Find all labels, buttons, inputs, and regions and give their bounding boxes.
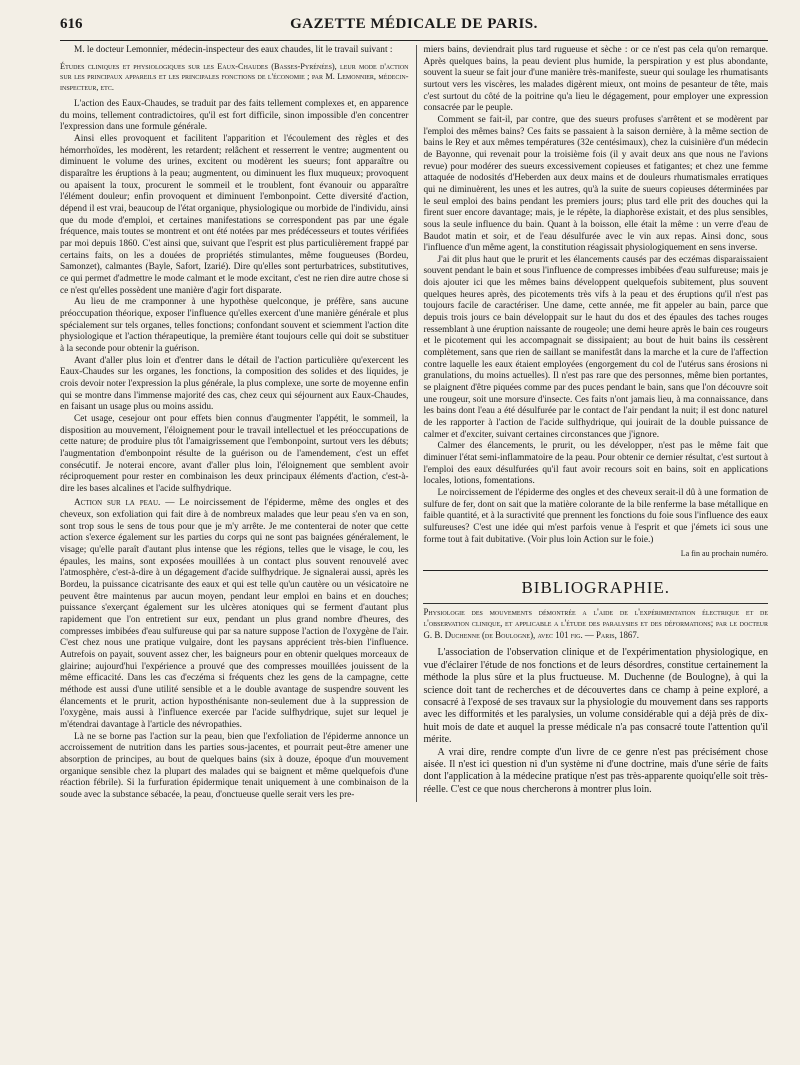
paragraph: A vrai dire, rendre compte d'un livre de ce genre n'est pas précisément chose aisée. Il n'est ici question ni d'un système ni d'une doctrine, mais d'une série de faits dont l'application à la médecine pratique n'est pas très-apparente quoiqu'elle soit très-réelle. C'est ce que nous chercherons à montrer plus loin. — [423, 746, 768, 795]
paragraph: miers bains, deviendrait plus tard rugueuse et sèche : or ce n'est pas cela qu'on remarque. Après quelques bains, la peau devient plus humide, la perspiration y est plus abondante, souvent la sueur se fait jour d'une manière très-manifeste, sueur qui soulage les rhumatisants surtout vers les viscères, les malades digèrent mieux, ont moins de pesanteur de tête, mais c'est surtout du côté de la poitrine qu'a lieu le dégagement, pour employer une expression consacrée par le peuple. — [423, 45, 768, 114]
paragraph: Cet usage, cesejour ont pour effets bien connus d'augmenter l'appétit, le sommeil, la disposition au mouvement, l'éloignement pour le travail intellectuel et les préoccupations de cette nature; de produire plus tôt l'amaigrissement que l'embonpoint, surtout vers les débuts; l'augmentation d'embonpoint résulte de la guérison ou de l'amendement, c'est un effet consécutif. Je noterai encore, avant d'aller plus loin, l'éloignement que semblent avoir réciproquement pour rester en combinaison les deux principaux éléments d'action, c'est-à-dire les bases alcalines et l'acide sulfhydrique. — [60, 413, 409, 494]
paragraph: L'action des Eaux-Chaudes, se traduit par des faits tellement complexes et, en apparence du moins, tellement contradictoires, qu'il est fort difficile, sinon impossible d'en concentrer l'expression dans une formule générale. — [60, 99, 409, 133]
intro-paragraph: M. le docteur Lemonnier, médecin-inspecteur des eaux chaudes, lit le travail suivant : — [74, 45, 393, 55]
section-paragraph — [60, 498, 408, 731]
paragraph: Calmer des élancements, le prurit, ou les développer, n'est pas le même fait que diminuer l'état semi-inflammatoire de la peau. Pour obtenir ce dernier résultat, c'est surtout à l'emploi des eaux désulfurées qu'il faut avoir recours soit en bains, soit en applications locales, lotions, fomentations. — [423, 441, 768, 487]
paragraph: Le noircissement de l'épiderme des ongles et des cheveux serait-il dû à une formation de sulfure de fer, dont on sait que la matière colorante de la bile renferme la base métallique en faible quantité, et à la suractivité que prennent les fonctions du foie sous l'influence des eaux sulfureuses? C'est une idée qui m'est parfois venue à l'esprit et que j'émets ici sous une forme tout à fait dubitative. (Voir plus loin Action sur le foie.) — [423, 487, 768, 545]
paragraph: Là ne se borne pas l'action sur la peau, bien que l'exfoliation de l'épiderme annonce un accroissement de nutrition dans les parties sous-jacentes, et pourrait peut-être amener une absorption de principes, au bout de quelques bains (six à douze, époque d'un mouvement organique sensible chez la plupart des malades qui se baignent et même quelquefois d'une réaction fébrile). Si la furfuration épidermique tenait uniquement à une combinaison de la soude avec la substance sébacée, la peau, d'onctueuse quelle serait vers les pre- — [60, 731, 409, 800]
right-column — [416, 45, 768, 802]
left-column — [60, 45, 408, 802]
paragraph-text: — Le noircissement de l'épiderme, même des ongles et des cheveux, son exfoliation qui fait dire à de nombreux malades que leur peau s'en va en son, sont trop sous le sens de tous pour que je m'y arrête. Je me contenterai de noter que cette action s'exerce également sur les parties du corps qui ne sont pas baignées généralement, le visage; qu'elle paraît d'autant plus intense que les régions, telles que le visage, le cou, les épaules, les mains, sont exposées mouillées à un contact plus souvent renouvelé avec l'atmosphère, c'est-à-dire à un dégagement d'acide sulfhydrique. Je signalerai aussi, après les Bordeu, la puissance cicatrisante des eaux et qui est telle qu'un cautère ou un vésicatoire ne peuvent être maintenus par aucun moyen, pendant leur emploi en bains et en douches; puissance s'exerçant également sur les ulcères atoniques qui se ferment d'autant plus rapidement que l'on entretient sur eux, pendant un plus grand nombre d'heures, des compresses imbibées d'eau sulfureuse qui par sa nature suppose l'action de l'oxygène de l'air. C'est chez nous une pratique vulgaire, dont les paysans apprécient très-bien l'influence. Autrefois on payait, souvent assez cher, les baigneurs pour en obtenir quelques morceaux de glairine; aujourd'hui l'expérience a prouvé que des compresses mouillées jouissent de la même efficacité. Dans les cas d'eczéma si fréquents chez les gens de la campagne, cette méthode est aussi d'une utilité sensible et a le double avantage de suspendre souvent les élancements et le prurit, action hyposthénisante non-seulement due à la suppression de l'oxygène, mais aussi à l'influence exercée par l'acide sulfhydrique, sujet sur lequel je m'étendrai davantage à l'article des névropathies. — [60, 498, 409, 730]
paragraph: Au lieu de me cramponner à une hypothèse quelconque, je préfère, sans aucune préoccupation théorique, exposer l'influence qu'elles exercent d'une manière générale et plus spécialement sur tels organes, telles fonctions; confondant souvent et sciemment l'action dite physiologique et l'action thérapeutique, la première étant toujours celle qui doit se substituer à la seconde pour obtenir la guérison. — [60, 297, 409, 354]
paragraph: L'association de l'observation clinique et de l'expérimentation physiologique, en vue d'éclairer l'étude de nos fonctions et de leurs désordres, constitue certainement la méthode la plus sûre et la plus fructueuse. M. Duchenne (de Boulogne), à qui la science doit tant de recherches et de découvertes dans ce champ à peine exploré, a consacré à l'exposé de ses travaux sur la physiologie du mouvement dans ses rapports avec les difformités et les paralysies, un volume considérable qui a déjà près de dix-huit mois de date et auquel la presse médicale n'a pas consacré toute l'attention qu'il mérite. — [423, 647, 768, 746]
page-number: 616 — [60, 16, 83, 32]
paragraph: Comment se fait-il, par contre, que des sueurs profuses s'arrêtent et se modèrent par l'emploi des mêmes bains? Ces faits se passaient à la saison dernière, à la même section de bains le Rey et aux mêmes températures (32e centésimaux), chez la cuisinière d'un médecin de Bayonne, qui revenait pour la troisième fois (il y avait deux ans que nous ne l'avions revue) pour modérer des sueurs excessivement copieuses et fatigantes; et chez une femme attaquée de nodosités d'Heberden aux deux mains et de douleurs rhumatismales erratiques qui ne diminuèrent, les unes et les autres, qu'à la suite de sueurs copieuses déterminées par le seul emploi des bains pendant les premiers jours; plus tard elle prit des douches qui la firent suer encore davantage; mais, je le répète, la diaphorèse existait, et des plus sensibles, sous la seule influence du bain. Quant à la boisson, elle était la même : un verre d'eau de Baudot matin et soir, et de l'eau désulfurée avec le vin aux repas. Ainsi donc, sous l'influence d'un même agent, la constitution réagissait physiologiquement en sens inverse. — [423, 114, 768, 254]
running-title: GAZETTE MÉDICALE DE PARIS. — [290, 16, 538, 32]
section-heading-skin: Action sur la peau. — [74, 498, 161, 509]
bibliography-entry: Physiologie des mouvements démontrée a l'aide de l'expérimentation électrique et de l'observation clinique, et applicable a l'étude des paralysies et des déformations; par le docteur G. B. Duchenne (de Boulogne), avec 101 fig. — Paris, 1867. — [423, 606, 768, 640]
page-header — [60, 14, 768, 41]
paragraph: J'ai dit plus haut que le prurit et les élancements causés par des eczémas disparaissaient souvent pendant le bain et sous l'influence de compresses imbibées d'eau sulfureuse; mais je dois ajouter ici que les mêmes bains développent quelquefois subitement, plus souvent quelques heures après, des picotements très vifs à la peau et des éruptions qu'il n'est pas toujours facile de caractériser. Une dame, cette année, me fit appeler au bain, parce que depuis trois jours ce bain développait sur le haut du dos et des épaules des taches rouges ressemblant à une éruption naissante de rougeole; une demi heure après le bain ces rougeurs et le picotement qui les accompagnait se dissipaient; au bout de huit bains ils cessèrent complètement, sans que rien de saillant se manifestât dans la marche et la cure de l'affection contre laquelle les eaux étaient employées (engorgement du col de l'utérus sans érosions ni granulations, du moins actuelles). Il n'est pas rare que des personnes, même bien portantes, se plaignent d'être piquées comme par des puces pendant le bain, sans que l'on découvre soit une rougeur, soit une morsure d'insecte. Ces faits n'ont jamais lieu, à ma connaissance, dans les bains dont l'eau a été désulfurée par le contact de l'air pendant la nuit; il est donc naturel de les rapporter à l'action de l'acide sulfhydrique, qui jouirait de la double puissance de calmer et d'exciter, suivant certaines circonstances que j'ignore. — [423, 254, 768, 440]
study-title: Études cliniques et physiologiques sur les Eaux-Chaudes (Basses-Pyrénées), leur mode d'action sur les principaux appareils et les principales fonctions de l'économie ; par M. Lemonnier, médecin-inspecteur, etc. — [60, 61, 409, 92]
paragraph: Ainsi elles provoquent et facilitent l'apparition et l'écoulement des règles et des hémorrhoïdes, les modèrent, les retardent; relâchent et resserrent le ventre; augmentent ou diminuent le volume des urines, excitent ou modèrent les sueurs; font apparaître ou disparaître les éruptions à la peau; augmentent, ou diminuent les flux muqueux; provoquent ou apaisent la toux, procurent le sommeil et le troublent, font évanouir ou apparaître l'élément douleur; enfin provoquent et diminuent l'embonpoint. Cette diversité d'action, dépend il est vrai, beaucoup de l'état organique, physiologique ou morbide de l'individu, ainsi que du mode d'emploi, et certaines manifestations se correspondent pas par une égale fréquence, mais toutes se montrent et ont été notées par mes prédécesseurs et toutes vérifiées par moi depuis 1860. C'est ainsi que, suivant que l'esprit est plus particulièrement frappé par certains faits, on les a douées de propriétés stimulantes, même fougueuses (Bordeu, Samonzet), calmantes (Bayle, Safort, Izarié). Dire qu'elles sont perturbatrices, substitutives, ce qui permet d'admettre le mode calmant et le mode excitant, c'est ne rien dire autre chose si ce n'est qu'elles possèdent une manière d'agir fort disparate. — [60, 134, 409, 296]
paragraph: Avant d'aller plus loin et d'entrer dans le détail de l'action particulière qu'exercent les Eaux-Chaudes sur les organes, les fonctions, la composition des solides et des liquides, je crois devoir noter l'expression la plus générale, la plus complexe, une sorte de moyenne enfin qui se montre dans l'immense majorité des cas, chez ceux qui séjournent aux Eaux-Chaudes, en faisant un usage plus ou moins assidu. — [60, 355, 409, 413]
continued-note: La fin au prochain numéro. — [680, 549, 768, 559]
text-columns — [60, 45, 768, 802]
section-divider — [423, 570, 768, 571]
bibliography-heading: BIBLIOGRAPHIE. — [521, 577, 671, 597]
